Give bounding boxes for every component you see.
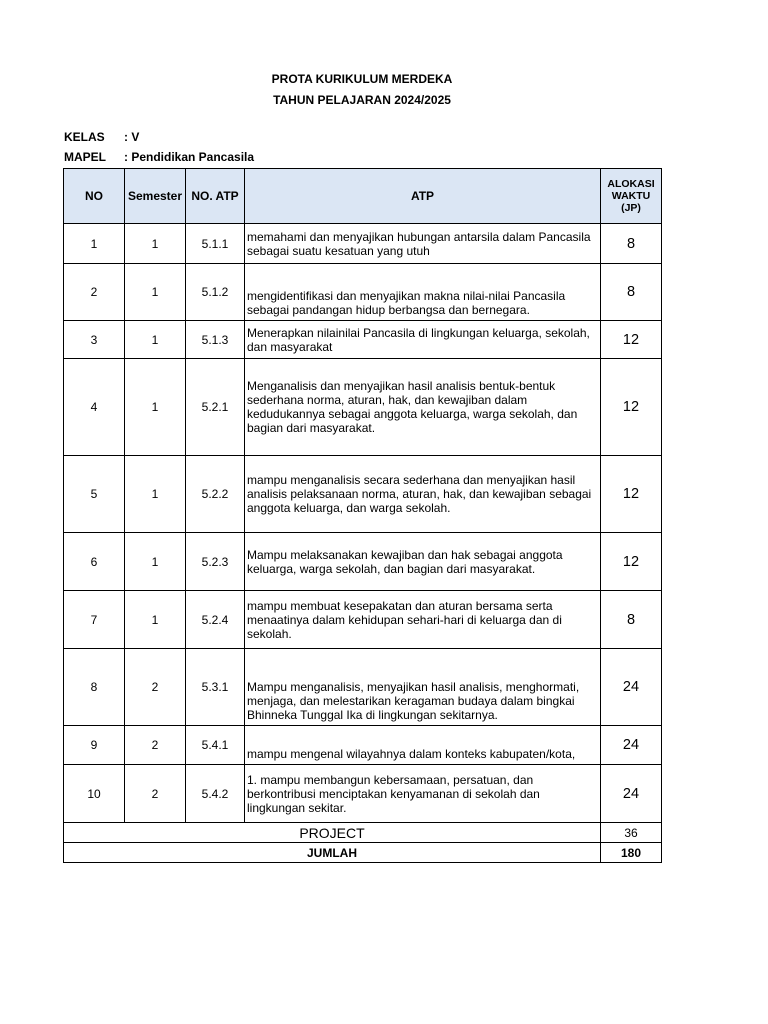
cell-semester: 2 bbox=[125, 649, 186, 726]
col-header-semester: Semester bbox=[125, 169, 186, 224]
cell-atp: Mampu melaksanakan kewajiban dan hak sebagai anggota keluarga, warga sekolah, dan bagian dari masyarakat. bbox=[245, 533, 601, 591]
col-header-no-atp: NO. ATP bbox=[186, 169, 245, 224]
table-row bbox=[64, 224, 662, 264]
mapel-value: : Pendidikan Pancasila bbox=[124, 150, 255, 164]
cell-semester: 1 bbox=[125, 533, 186, 591]
kelas-label: KELAS bbox=[64, 130, 105, 144]
table-row bbox=[64, 726, 662, 765]
cell-atp: Mampu menganalisis, menyajikan hasil analisis, menghormati, menjaga, dan melestarikan keragaman budaya dalam bingkai Bhinneka Tunggal Ika di lingkungan sekitarnya. bbox=[245, 649, 601, 726]
cell-jp: 12 bbox=[601, 359, 662, 456]
table-row bbox=[64, 359, 662, 456]
table-row bbox=[64, 765, 662, 823]
cell-no: 9 bbox=[64, 726, 125, 765]
cell-semester: 1 bbox=[125, 456, 186, 533]
cell-atp: mampu mengenal wilayahnya dalam konteks kabupaten/kota, bbox=[245, 726, 601, 765]
cell-semester: 1 bbox=[125, 321, 186, 359]
cell-no: 10 bbox=[64, 765, 125, 823]
project-row bbox=[64, 823, 662, 843]
cell-semester: 2 bbox=[125, 726, 186, 765]
cell-no-atp: 5.2.2 bbox=[186, 456, 245, 533]
cell-jp: 12 bbox=[601, 533, 662, 591]
mapel-line bbox=[64, 150, 254, 164]
jumlah-label: JUMLAH bbox=[64, 843, 601, 863]
cell-no-atp: 5.4.1 bbox=[186, 726, 245, 765]
cell-no-atp: 5.1.1 bbox=[186, 224, 245, 264]
cell-atp: mampu menganalisis secara sederhana dan menyajikan hasil analisis pelaksanaan norma, aturan, hak, dan kewajiban sebagai anggota keluarga, dan warga sekolah. bbox=[245, 456, 601, 533]
cell-jp: 12 bbox=[601, 456, 662, 533]
total-row bbox=[64, 843, 662, 863]
cell-atp: Menganalisis dan menyajikan hasil analisis bentuk-bentuk sederhana norma, aturan, hak, dan kewajiban dalam kedudukannya sebagai anggota keluarga, warga sekolah, dan bagian dari masyarakat. bbox=[245, 359, 601, 456]
cell-no-atp: 5.4.2 bbox=[186, 765, 245, 823]
cell-no: 2 bbox=[64, 264, 125, 321]
table-row bbox=[64, 533, 662, 591]
cell-atp: mampu membuat kesepakatan dan aturan bersama serta menaatinya dalam kehidupan sehari-hari di keluarga dan di sekolah. bbox=[245, 591, 601, 649]
kelas-value: : V bbox=[124, 130, 140, 144]
cell-no-atp: 5.2.4 bbox=[186, 591, 245, 649]
table-header-row bbox=[64, 169, 662, 224]
kelas-line bbox=[64, 130, 139, 144]
document-subtitle: TAHUN PELAJARAN 2024/2025 bbox=[273, 93, 451, 107]
project-label: PROJECT bbox=[64, 823, 601, 843]
cell-no-atp: 5.2.3 bbox=[186, 533, 245, 591]
cell-atp: Menerapkan nilainilai Pancasila di lingkungan keluarga, sekolah, dan masyarakat bbox=[245, 321, 601, 359]
cell-no: 6 bbox=[64, 533, 125, 591]
col-header-alokasi: ALOKASI WAKTU (JP) bbox=[601, 169, 662, 224]
cell-semester: 2 bbox=[125, 765, 186, 823]
cell-semester: 1 bbox=[125, 591, 186, 649]
cell-no: 1 bbox=[64, 224, 125, 264]
cell-no-atp: 5.1.2 bbox=[186, 264, 245, 321]
table-row bbox=[64, 591, 662, 649]
jumlah-value: 180 bbox=[601, 843, 662, 863]
cell-jp: 24 bbox=[601, 726, 662, 765]
cell-atp: memahami dan menyajikan hubungan antarsila dalam Pancasila sebagai suatu kesatuan yang utuh bbox=[245, 224, 601, 264]
cell-jp: 24 bbox=[601, 649, 662, 726]
prota-table bbox=[63, 168, 662, 863]
cell-jp: 24 bbox=[601, 765, 662, 823]
cell-semester: 1 bbox=[125, 264, 186, 321]
cell-no: 8 bbox=[64, 649, 125, 726]
cell-atp: 1. mampu membangun kebersamaan, persatuan, dan berkontribusi menciptakan kenyamanan di sekolah dan lingkungan sekitar. bbox=[245, 765, 601, 823]
cell-atp: mengidentifikasi dan menyajikan makna nilai-nilai Pancasila sebagai pandangan hidup berbangsa dan bernegara. bbox=[245, 264, 601, 321]
cell-no: 4 bbox=[64, 359, 125, 456]
table-row bbox=[64, 264, 662, 321]
cell-semester: 1 bbox=[125, 224, 186, 264]
table-row bbox=[64, 649, 662, 726]
project-value: 36 bbox=[601, 823, 662, 843]
cell-no-atp: 5.1.3 bbox=[186, 321, 245, 359]
cell-no: 5 bbox=[64, 456, 125, 533]
cell-jp: 12 bbox=[601, 321, 662, 359]
mapel-label: MAPEL bbox=[64, 150, 106, 164]
table-row bbox=[64, 456, 662, 533]
cell-no-atp: 5.2.1 bbox=[186, 359, 245, 456]
cell-semester: 1 bbox=[125, 359, 186, 456]
cell-jp: 8 bbox=[601, 264, 662, 321]
cell-no: 3 bbox=[64, 321, 125, 359]
cell-jp: 8 bbox=[601, 591, 662, 649]
cell-jp: 8 bbox=[601, 224, 662, 264]
col-header-atp: ATP bbox=[245, 169, 601, 224]
cell-no: 7 bbox=[64, 591, 125, 649]
col-header-no: NO bbox=[64, 169, 125, 224]
document-title: PROTA KURIKULUM MERDEKA bbox=[271, 72, 453, 86]
cell-no-atp: 5.3.1 bbox=[186, 649, 245, 726]
table-row bbox=[64, 321, 662, 359]
